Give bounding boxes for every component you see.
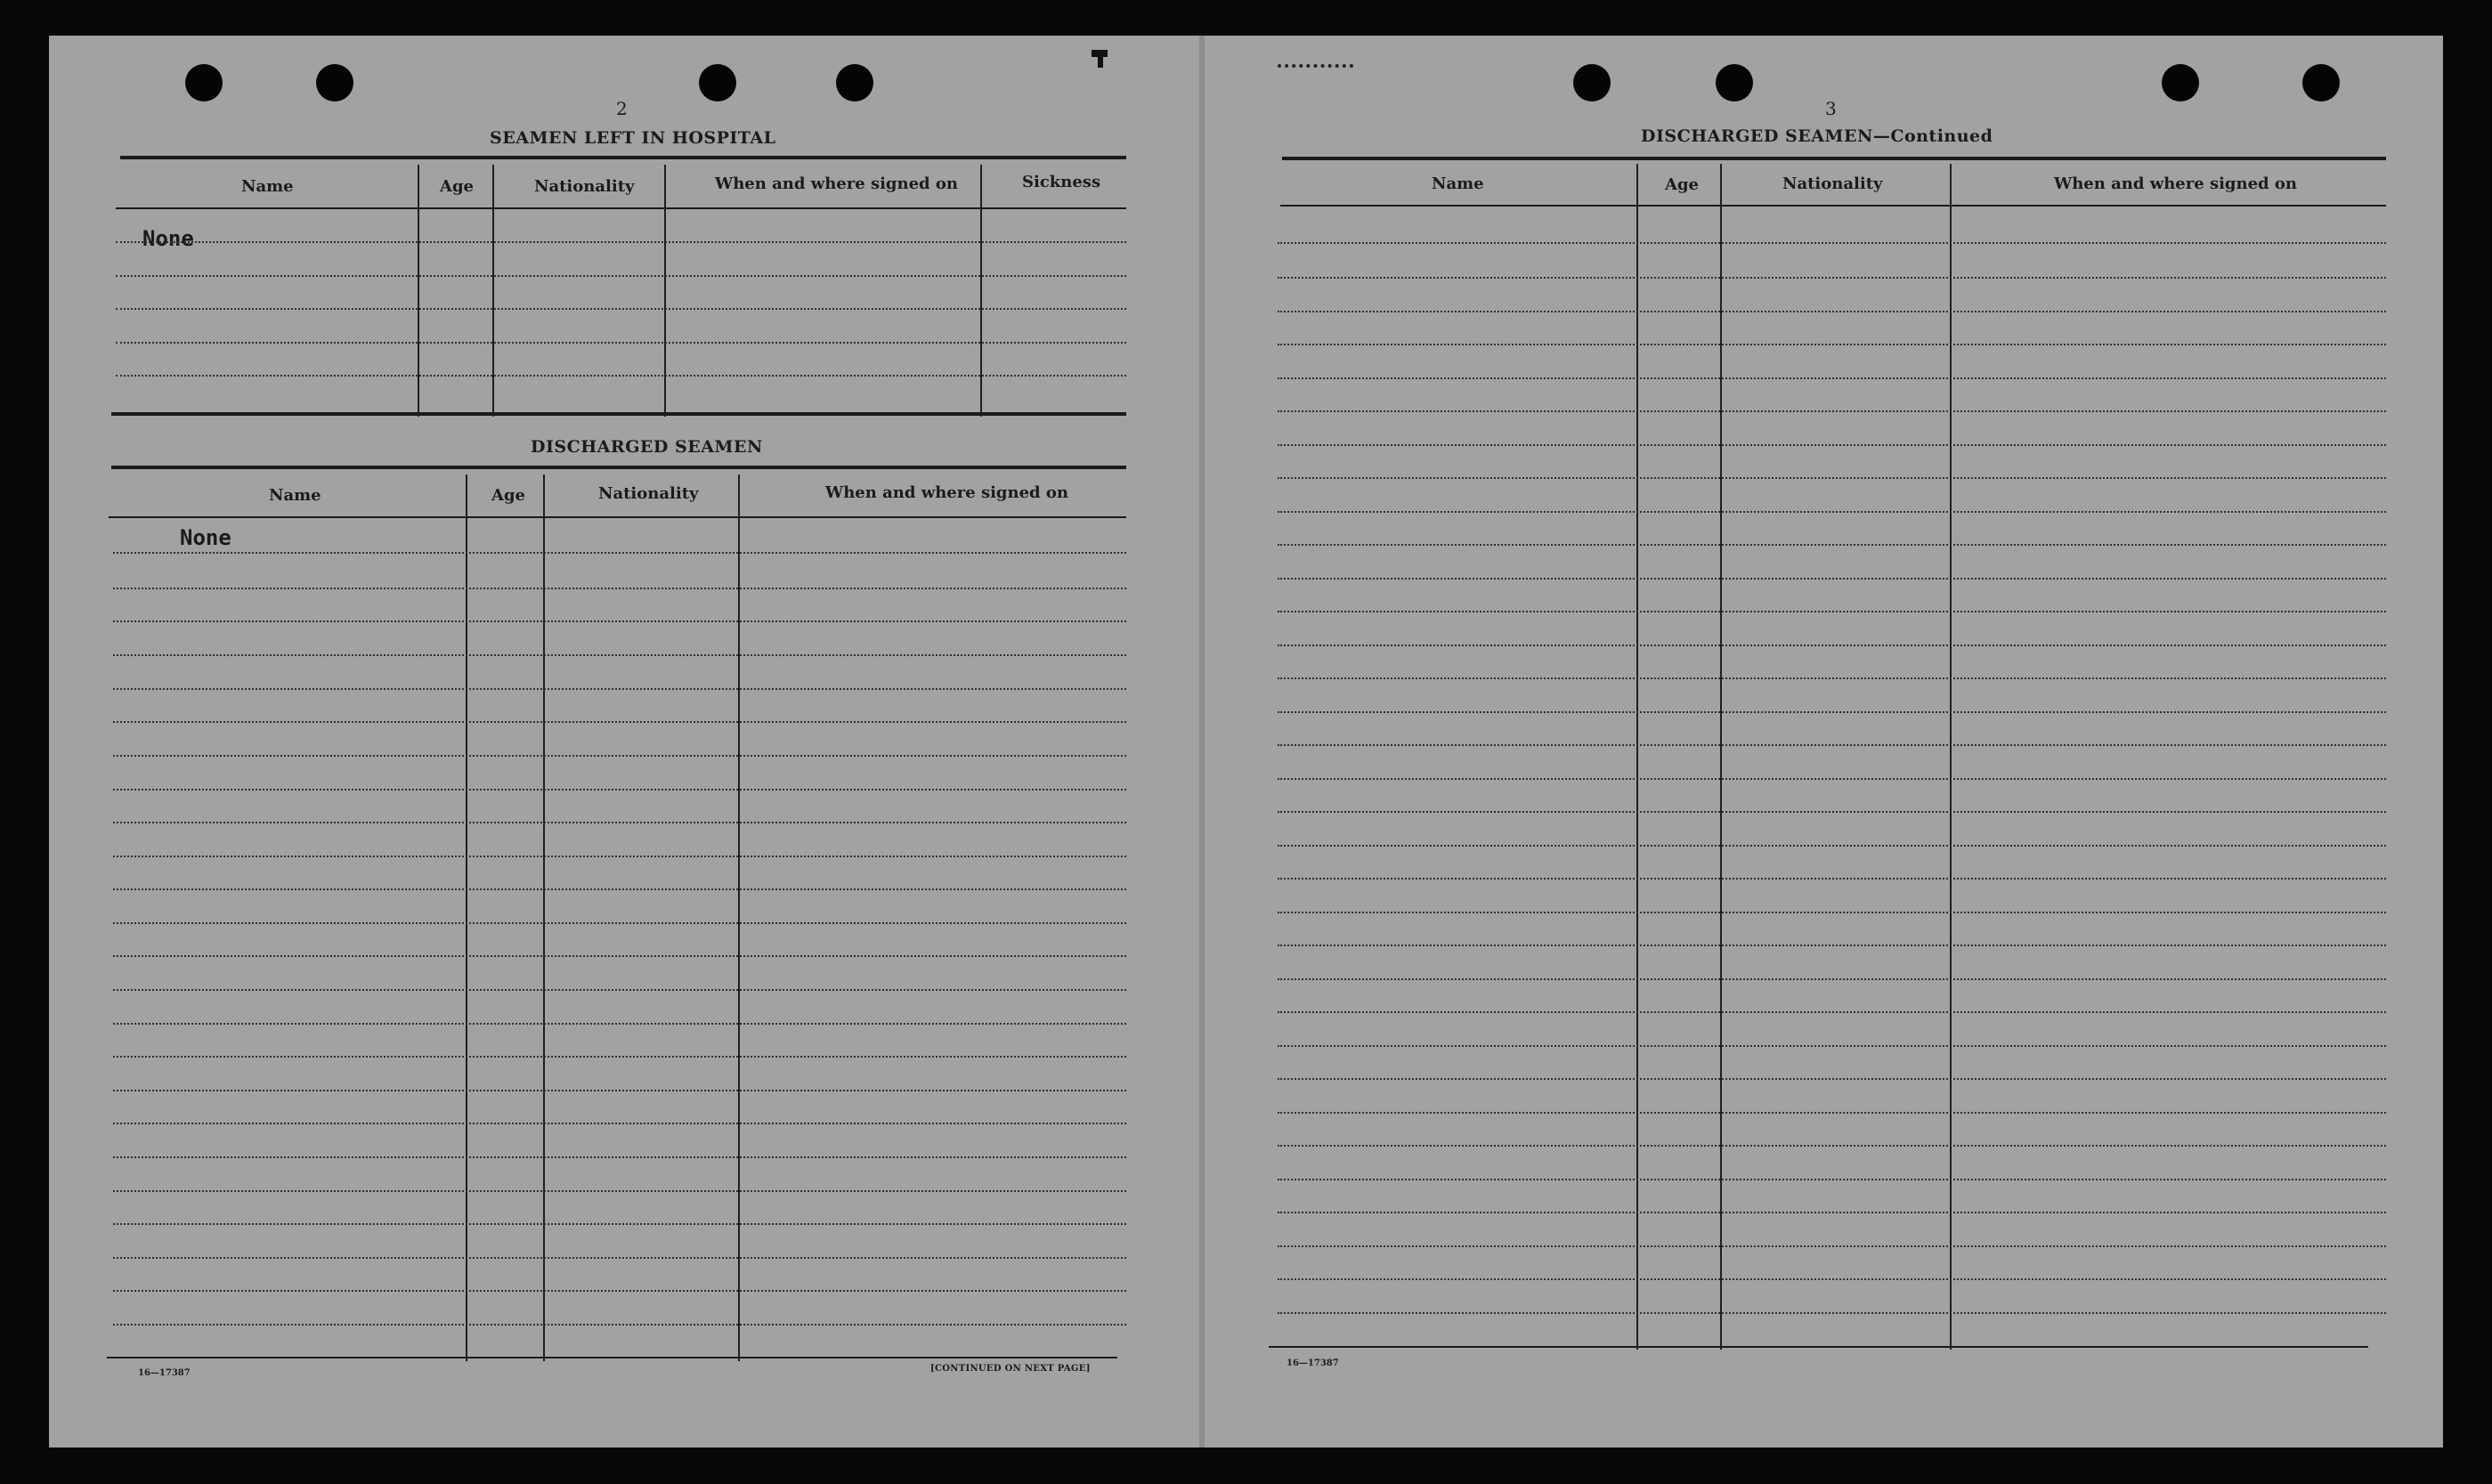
page-fold <box>1199 36 1205 1448</box>
discharged-row-line <box>113 688 1126 690</box>
right-row-line <box>1278 1045 2386 1047</box>
right-col-nationality: Nationality <box>1782 174 1883 193</box>
right-row-line <box>1278 878 2386 880</box>
continued-note: [CONTINUED ON NEXT PAGE] <box>930 1364 1091 1374</box>
discharged-row-line <box>113 856 1126 857</box>
hospital-col-divider <box>492 165 494 417</box>
discharged-row-line <box>113 1056 1126 1058</box>
discharged-row-line <box>113 789 1126 791</box>
right-col-name: Name <box>1432 174 1484 193</box>
hospital-row-line <box>116 375 1126 377</box>
discharged-section-title: DISCHARGED SEAMEN <box>531 437 763 457</box>
right-row-line <box>1278 677 2386 679</box>
hospital-col-age: Age <box>440 177 475 196</box>
right-row-line <box>1278 912 2386 913</box>
right-row-line <box>1278 711 2386 713</box>
form-number-right: 16—17387 <box>1287 1358 1339 1368</box>
punch-hole <box>2302 64 2340 101</box>
form-number-left: 16—17387 <box>138 1368 191 1378</box>
right-col-signed-on: When and where signed on <box>2054 174 2297 193</box>
discharged-col-nationality: Nationality <box>598 484 699 503</box>
punch-hole <box>836 64 873 101</box>
right-row-line <box>1278 242 2386 244</box>
discharged-row-line <box>113 888 1126 890</box>
hospital-col-divider <box>980 165 982 417</box>
discharged-col-divider <box>738 474 740 1361</box>
left-page <box>49 36 1202 1448</box>
right-row-line <box>1278 511 2386 513</box>
right-row-line <box>1278 1278 2386 1280</box>
right-row-line <box>1278 744 2386 746</box>
right-row-line <box>1278 277 2386 279</box>
punch-hole <box>316 64 353 101</box>
hospital-entry-name: None <box>142 226 194 251</box>
discharged-row-line <box>113 552 1126 554</box>
right-row-line <box>1278 1312 2386 1314</box>
right-row-line <box>1278 978 2386 980</box>
hospital-header-rule <box>116 207 1126 209</box>
hospital-section-title: SEAMEN LEFT IN HOSPITAL <box>490 128 776 148</box>
right-col-age: Age <box>1665 175 1700 194</box>
discharged-row-line <box>113 721 1126 723</box>
hospital-col-signed-on: When and where signed on <box>715 174 958 193</box>
right-row-line <box>1278 377 2386 379</box>
right-col-divider <box>1720 164 1722 1350</box>
ink-mark <box>1098 50 1103 68</box>
right-row-line <box>1278 845 2386 847</box>
discharged-row-line <box>113 1257 1126 1259</box>
discharged-header-rule <box>109 516 1126 518</box>
discharged-row-line <box>113 1290 1126 1292</box>
discharged-row-line <box>113 955 1126 957</box>
discharged-col-age: Age <box>491 486 526 505</box>
right-row-line <box>1278 410 2386 412</box>
hospital-top-rule <box>120 156 1126 159</box>
hospital-row-line <box>116 275 1126 277</box>
discharged-entry-name: None <box>180 525 231 550</box>
punch-hole <box>699 64 736 101</box>
page-number-right: 3 <box>1825 98 1837 119</box>
discharged-col-divider <box>543 474 545 1361</box>
hospital-col-sickness: Sickness <box>1022 173 1101 191</box>
hospital-row-line <box>116 241 1126 243</box>
right-row-line <box>1278 477 2386 479</box>
discharged-row-line <box>113 822 1126 823</box>
right-row-line <box>1278 578 2386 580</box>
right-col-divider <box>1950 164 1952 1350</box>
right-row-line <box>1278 311 2386 312</box>
hospital-row-line <box>116 308 1126 310</box>
punch-hole <box>2162 64 2199 101</box>
right-col-divider <box>1636 164 1638 1350</box>
discharged-row-line <box>113 1123 1126 1124</box>
continued-section-title: DISCHARGED SEAMEN—Continued <box>1641 126 1993 146</box>
hospital-col-divider <box>664 165 666 417</box>
right-row-line <box>1278 1011 2386 1013</box>
discharged-row-line <box>113 989 1126 991</box>
discharged-top-rule <box>111 466 1126 469</box>
right-header-rule <box>1280 205 2386 207</box>
punch-hole <box>1573 64 1611 101</box>
discharged-row-line <box>113 588 1126 589</box>
discharged-row-line <box>113 654 1126 656</box>
discharged-row-line <box>113 1324 1126 1326</box>
discharged-bottom-rule <box>107 1357 1117 1358</box>
right-row-line <box>1278 611 2386 612</box>
right-row-line <box>1278 945 2386 946</box>
right-row-line <box>1278 344 2386 345</box>
right-row-line <box>1278 811 2386 813</box>
discharged-col-name: Name <box>269 486 321 505</box>
punch-hole <box>1716 64 1753 101</box>
discharged-row-line <box>113 1023 1126 1025</box>
hospital-col-name: Name <box>241 177 294 196</box>
discharged-row-line <box>113 755 1126 757</box>
discharged-row-line <box>113 1223 1126 1225</box>
discharged-row-line <box>113 620 1126 622</box>
right-row-line <box>1278 645 2386 646</box>
discharged-col-signed-on: When and where signed on <box>825 483 1068 502</box>
page-number-left: 2 <box>616 98 628 119</box>
right-bottom-rule <box>1269 1346 2368 1348</box>
right-top-rule <box>1282 157 2386 160</box>
discharged-col-divider <box>466 474 467 1361</box>
right-row-line <box>1278 1145 2386 1147</box>
discharged-row-line <box>113 1156 1126 1158</box>
right-row-line <box>1278 444 2386 446</box>
right-row-line <box>1278 544 2386 546</box>
discharged-row-line <box>113 1190 1126 1192</box>
ink-mark <box>1278 64 1353 71</box>
right-row-line <box>1278 1245 2386 1247</box>
right-row-line <box>1278 1179 2386 1180</box>
right-row-line <box>1278 1112 2386 1114</box>
discharged-row-line <box>113 922 1126 924</box>
hospital-col-divider <box>418 165 419 417</box>
right-row-line <box>1278 1078 2386 1080</box>
hospital-bottom-rule <box>111 412 1126 416</box>
right-row-line <box>1278 778 2386 780</box>
right-row-line <box>1278 1212 2386 1213</box>
punch-hole <box>185 64 223 101</box>
discharged-row-line <box>113 1090 1126 1091</box>
hospital-col-nationality: Nationality <box>534 177 635 196</box>
right-page <box>1204 36 2443 1448</box>
hospital-row-line <box>116 342 1126 344</box>
